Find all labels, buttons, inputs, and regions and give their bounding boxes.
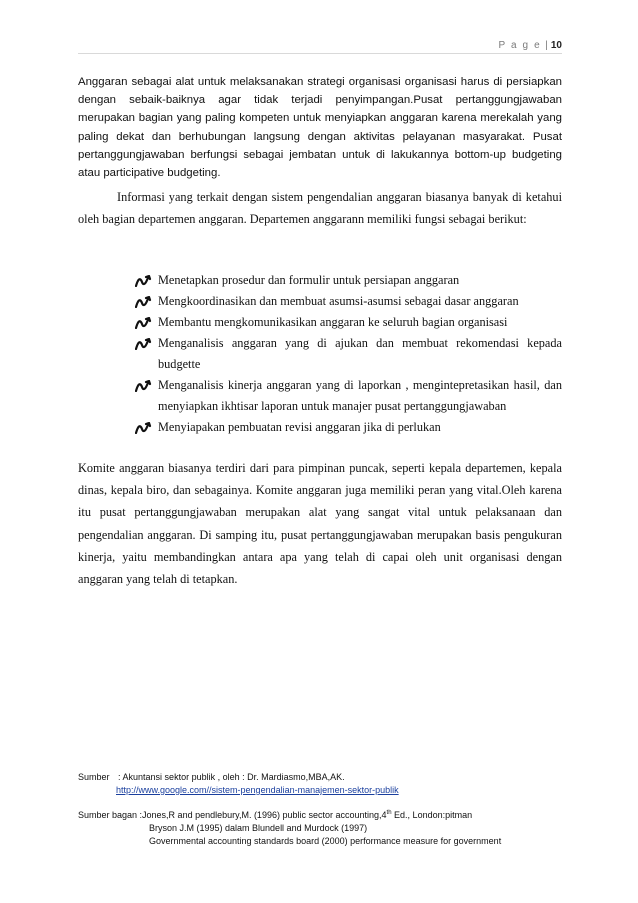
paragraph-komite: Komite anggaran biasanya terdiri dari para pimpinan puncak, seperti kepala departemen, kepala dinas, kepala biro, dan sebagainya. Komite anggaran juga memiliki peran yang vital.Oleh karena itu pusat pertanggungjawaban merupakan alat yang sangat vital untuk pelaksanaan dan pengendalian anggaran. Di samping itu, pusat pertanggungjawaban merupakan basis pengukuran kinerja, yaitu membandingkan antara apa yang telah di capai oleh unit organisasi dengan anggaran yang telah di tetapkan. bbox=[78, 461, 562, 587]
source-1 bbox=[78, 771, 562, 784]
list-item-text: Menetapkan prosedur dan formulir untuk persiapan anggaran bbox=[158, 273, 460, 287]
list-item-text: Mengkoordinasikan dan membuat asumsi-asumsi sebagai dasar anggaran bbox=[158, 294, 519, 308]
page-label: P a g e bbox=[498, 40, 542, 51]
source-link[interactable]: http://www.google.com//sistem-pengendalian-manajemen-sektor-publik bbox=[116, 785, 399, 795]
source-2-line-3: Governmental accounting standards board (2000) performance measure for government bbox=[149, 836, 502, 846]
list-item bbox=[130, 375, 562, 417]
list-item-text: Membantu mengkomunikasikan anggaran ke seluruh bagian organisasi bbox=[158, 315, 508, 329]
source-1-text: : Akuntansi sektor publik , oleh : Dr. Mardiasmo,MBA,AK. bbox=[118, 772, 345, 782]
list-item bbox=[130, 333, 562, 375]
source-2-line-1-end: Ed., London:pitman bbox=[391, 810, 473, 820]
list-item bbox=[130, 291, 562, 312]
wavy-arrow-icon bbox=[135, 422, 153, 434]
wavy-arrow-icon bbox=[135, 380, 153, 392]
list-item bbox=[130, 270, 562, 291]
source-2-superscript: th bbox=[386, 810, 392, 816]
wavy-arrow-icon bbox=[135, 275, 153, 287]
list-item bbox=[130, 417, 562, 438]
header-divider bbox=[78, 53, 562, 54]
source-1-label: Sumber bbox=[78, 772, 110, 782]
source-2-line-1: Sumber bagan :Jones,R and pendlebury,M. (1996) public sector accounting,4 bbox=[78, 810, 387, 820]
function-list bbox=[130, 270, 562, 438]
list-item-text: Menganalisis kinerja anggaran yang di laporkan , mengintepretasikan hasil, dan menyiapkan ikhtisar laporan untuk manajer pusat pertanggungjawaban bbox=[158, 378, 562, 413]
page-header bbox=[78, 40, 562, 51]
sources-footer bbox=[78, 771, 562, 848]
source-2 bbox=[78, 809, 562, 822]
header-separator: | bbox=[545, 40, 548, 51]
paragraph-intro: Anggaran sebagai alat untuk melaksanakan strategi organisasi organisasi harus di persiapkan dengan sebaik-baiknya agar tidak terjadi penyimpangan.Pusat pertanggungjawaban merupakan bagian yang paling kompeten untuk menyiapkan anggaran karena merekalah yang paling dekat dan berhubungan langsung dengan aktivitas pelayanan masyarakat. Pusat pertanggungjawaban berfungsi sebagai jembatan untuk di lakukannya bottom-up budgeting atau participative budgeting. bbox=[78, 76, 562, 180]
list-item-text: Menyiapakan pembuatan revisi anggaran jika di perlukan bbox=[158, 420, 441, 434]
list-item-text: Menganalisis anggaran yang di ajukan dan membuat rekomendasi kepada budgette bbox=[158, 336, 562, 371]
paragraph-informasi: Informasi yang terkait dengan sistem pengendalian anggaran biasanya banyak di ketahui oleh bagian departemen anggaran. Departemen anggarann memiliki fungsi sebagai berikut: bbox=[78, 190, 562, 227]
wavy-arrow-icon bbox=[135, 317, 153, 329]
page-number: 10 bbox=[550, 40, 562, 51]
wavy-arrow-icon bbox=[135, 338, 153, 350]
list-item bbox=[130, 312, 562, 333]
source-2-line-2: Bryson J.M (1995) dalam Blundell and Murdock (1997) bbox=[149, 823, 368, 833]
wavy-arrow-icon bbox=[135, 296, 153, 308]
source-1-link-row bbox=[78, 784, 562, 797]
